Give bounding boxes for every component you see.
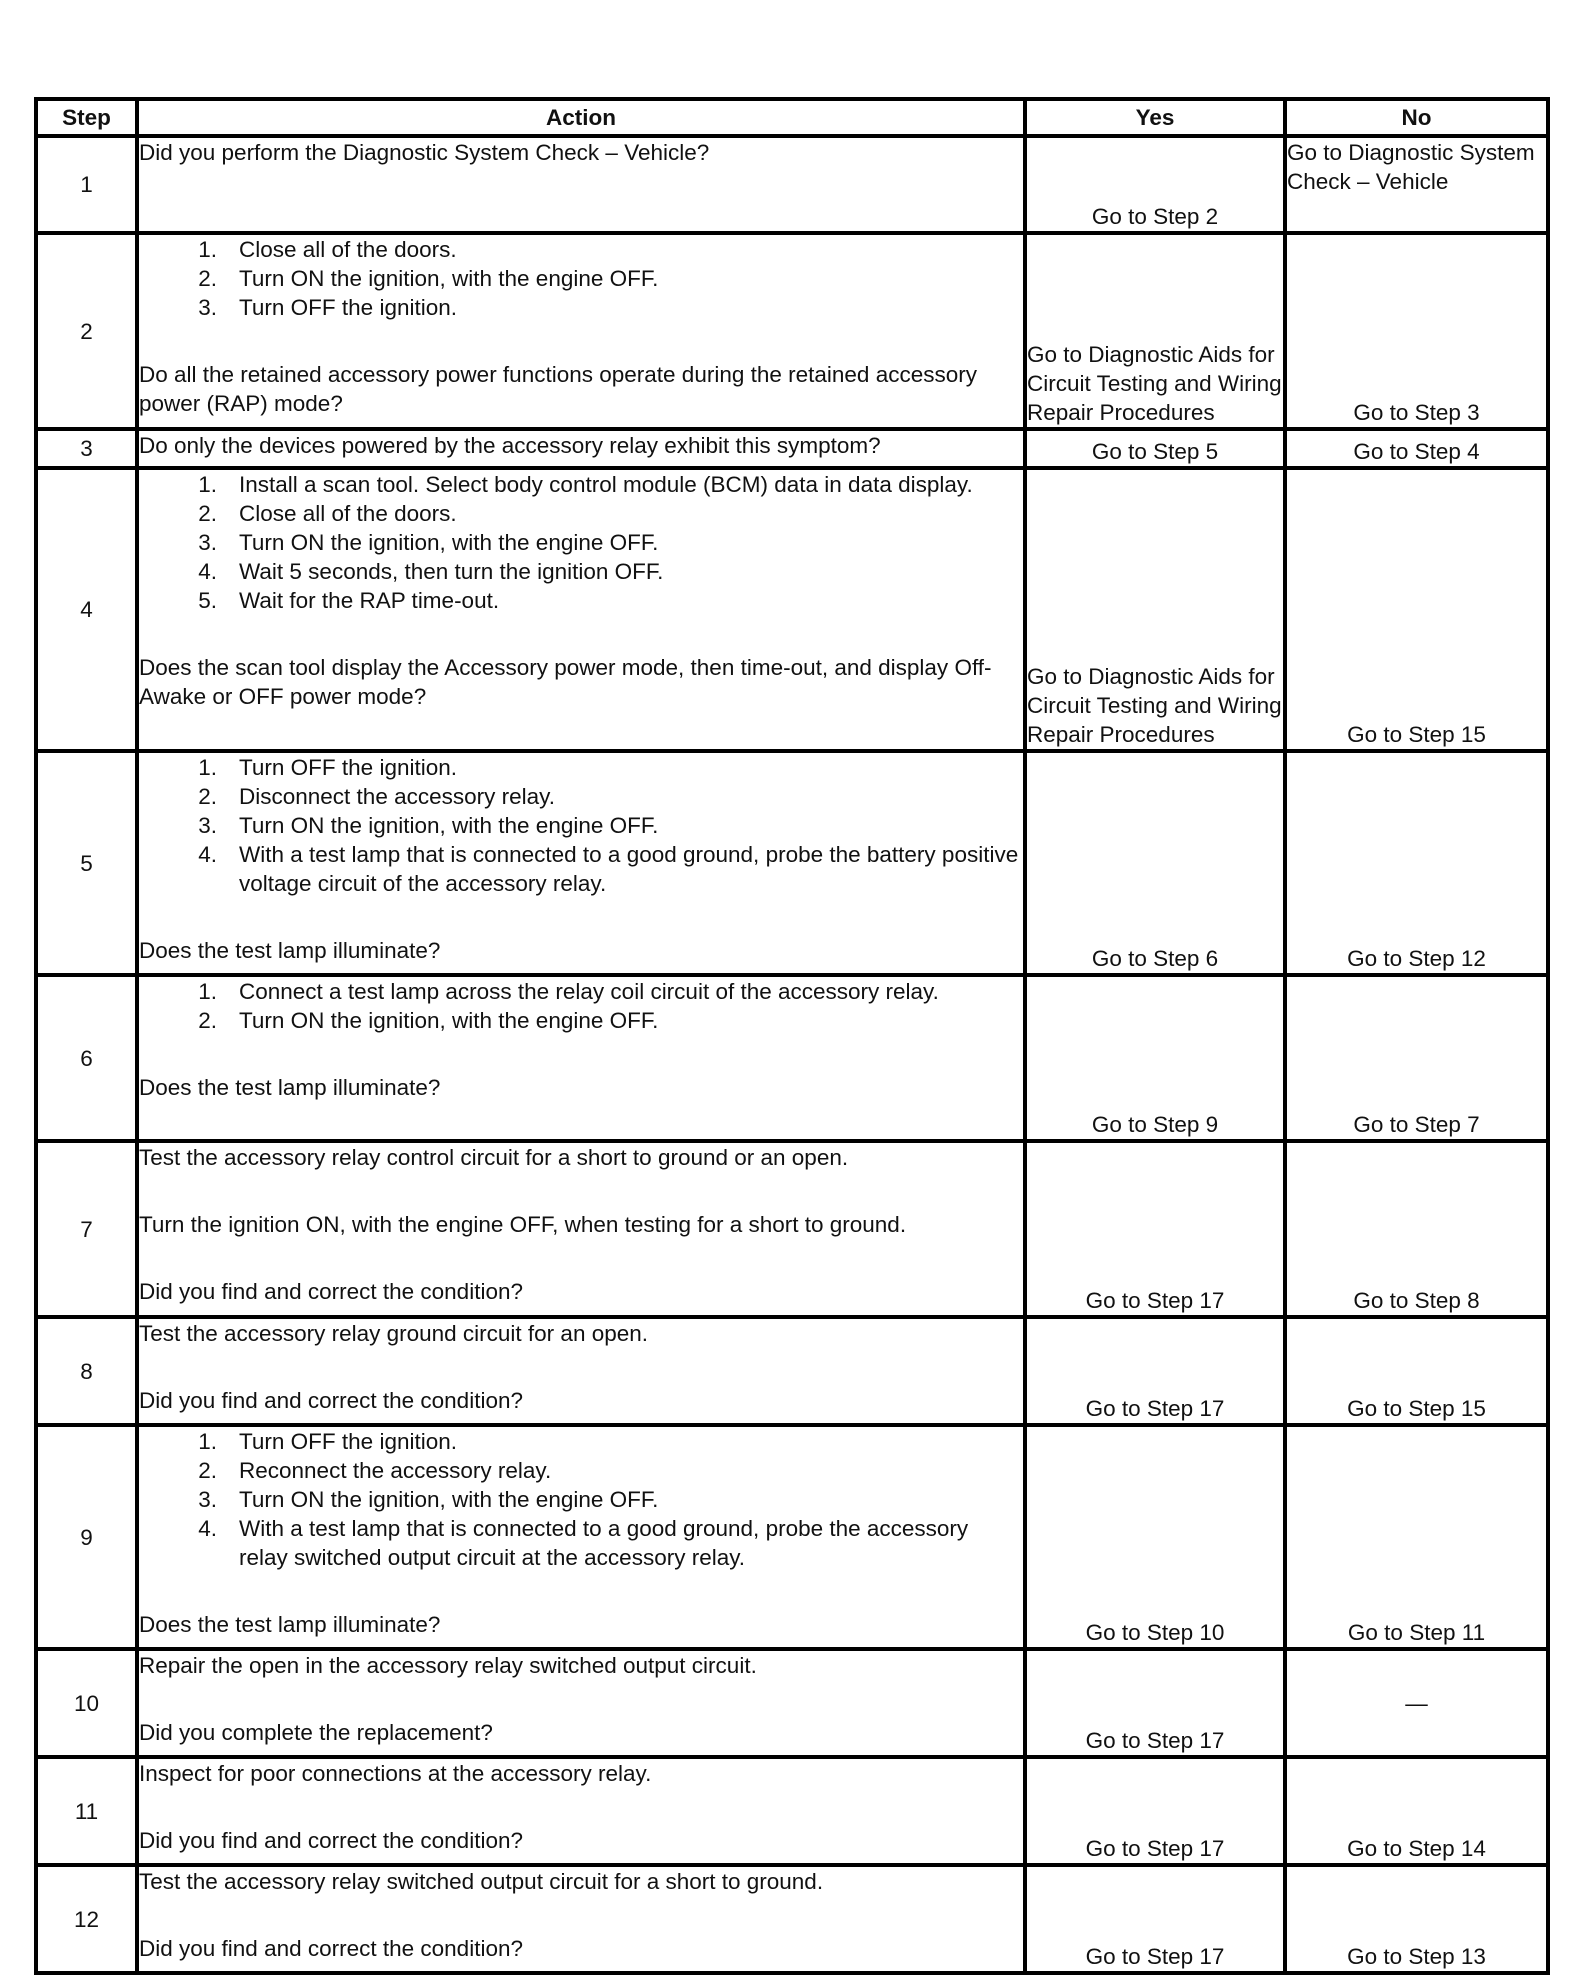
action-step: 3. Turn OFF the ignition. bbox=[198, 295, 458, 320]
no-cell: Go to Step 12 bbox=[1285, 751, 1548, 975]
yes-cell: Go to Diagnostic Aids for Circuit Testing and Wiring Repair Procedures bbox=[1025, 468, 1285, 751]
table-row bbox=[36, 751, 1548, 975]
header-step: Step bbox=[36, 99, 137, 136]
action-step: 4. With a test lamp that is connected to a good ground, probe the accessory relay switched output circuit at the accessory relay. bbox=[198, 1516, 969, 1570]
action-steps bbox=[139, 235, 1023, 322]
table-row bbox=[36, 136, 1548, 233]
action-question: Does the test lamp illuminate? bbox=[139, 938, 441, 963]
action-cell bbox=[137, 429, 1025, 468]
action-question: Did you complete the replacement? bbox=[139, 1720, 493, 1745]
action-question: Do only the devices powered by the accessory relay exhibit this symptom? bbox=[139, 433, 881, 458]
yes-cell: Go to Step 17 bbox=[1025, 1865, 1285, 1973]
action-step: 2. Disconnect the accessory relay. bbox=[198, 784, 555, 809]
header-action: Action bbox=[137, 99, 1025, 136]
action-text: Test the accessory relay switched output circuit for a short to ground. bbox=[139, 1869, 824, 1894]
action-step: 1. Turn OFF the ignition. bbox=[198, 1429, 458, 1454]
no-cell: Go to Step 7 bbox=[1285, 975, 1548, 1141]
action-step: 2. Close all of the doors. bbox=[198, 501, 457, 526]
step-number: 4 bbox=[36, 468, 137, 751]
step-number: 5 bbox=[36, 751, 137, 975]
yes-cell: Go to Step 10 bbox=[1025, 1425, 1285, 1649]
table-row bbox=[36, 1865, 1548, 1973]
step-number: 7 bbox=[36, 1141, 137, 1317]
action-cell bbox=[137, 233, 1025, 429]
action-question: Did you find and correct the condition? bbox=[139, 1279, 523, 1304]
step-number: 6 bbox=[36, 975, 137, 1141]
action-cell bbox=[137, 1649, 1025, 1757]
action-cell bbox=[137, 1425, 1025, 1649]
table-row bbox=[36, 1317, 1548, 1425]
step-number: 2 bbox=[36, 233, 137, 429]
action-steps bbox=[139, 977, 1023, 1035]
table-row bbox=[36, 468, 1548, 751]
step-number: 11 bbox=[36, 1757, 137, 1865]
action-cell bbox=[137, 136, 1025, 233]
no-cell: Go to Step 3 bbox=[1285, 233, 1548, 429]
action-question: Does the test lamp illuminate? bbox=[139, 1075, 441, 1100]
yes-cell: Go to Diagnostic Aids for Circuit Testing and Wiring Repair Procedures bbox=[1025, 233, 1285, 429]
step-number: 3 bbox=[36, 429, 137, 468]
action-question: Does the scan tool display the Accessory power mode, then time-out, and display Off-Awake or OFF power mode? bbox=[139, 655, 992, 709]
no-cell: Go to Step 13 bbox=[1285, 1865, 1548, 1973]
diagnostic-table bbox=[34, 97, 1550, 1975]
action-step: 1. Close all of the doors. bbox=[198, 237, 457, 262]
no-cell: Go to Step 11 bbox=[1285, 1425, 1548, 1649]
action-question: Did you find and correct the condition? bbox=[139, 1828, 523, 1853]
no-cell: — bbox=[1285, 1649, 1548, 1757]
action-text: Test the accessory relay ground circuit for an open. bbox=[139, 1321, 649, 1346]
table-row bbox=[36, 1649, 1548, 1757]
table-row bbox=[36, 233, 1548, 429]
yes-cell: Go to Step 2 bbox=[1025, 136, 1285, 233]
action-cell bbox=[137, 975, 1025, 1141]
no-cell: Go to Step 15 bbox=[1285, 1317, 1548, 1425]
action-question: Did you perform the Diagnostic System Check – Vehicle? bbox=[139, 140, 710, 165]
header-no: No bbox=[1285, 99, 1548, 136]
action-text: Test the accessory relay control circuit for a short to ground or an open. bbox=[139, 1145, 849, 1170]
table-row bbox=[36, 975, 1548, 1141]
action-step: 3. Turn ON the ignition, with the engine OFF. bbox=[198, 813, 659, 838]
no-cell: Go to Step 8 bbox=[1285, 1141, 1548, 1317]
action-question: Did you find and correct the condition? bbox=[139, 1936, 523, 1961]
no-cell: Go to Step 4 bbox=[1285, 429, 1548, 468]
action-cell bbox=[137, 1865, 1025, 1973]
action-cell bbox=[137, 1757, 1025, 1865]
step-number: 9 bbox=[36, 1425, 137, 1649]
table-row bbox=[36, 1141, 1548, 1317]
action-question: Did you find and correct the condition? bbox=[139, 1388, 523, 1413]
step-number: 8 bbox=[36, 1317, 137, 1425]
table-row bbox=[36, 429, 1548, 468]
yes-cell: Go to Step 6 bbox=[1025, 751, 1285, 975]
no-cell: Go to Step 15 bbox=[1285, 468, 1548, 751]
table-row bbox=[36, 1757, 1548, 1865]
action-step: 3. Turn ON the ignition, with the engine OFF. bbox=[198, 530, 659, 555]
yes-cell: Go to Step 9 bbox=[1025, 975, 1285, 1141]
action-step: 2. Turn ON the ignition, with the engine OFF. bbox=[198, 266, 659, 291]
yes-cell: Go to Step 17 bbox=[1025, 1649, 1285, 1757]
yes-cell: Go to Step 5 bbox=[1025, 429, 1285, 468]
action-cell bbox=[137, 751, 1025, 975]
header-yes: Yes bbox=[1025, 99, 1285, 136]
action-step: 1. Turn OFF the ignition. bbox=[198, 755, 458, 780]
action-steps bbox=[139, 753, 1023, 898]
action-text: Inspect for poor connections at the accessory relay. bbox=[139, 1761, 652, 1786]
action-cell bbox=[137, 1141, 1025, 1317]
action-step: 5. Wait for the RAP time-out. bbox=[198, 588, 500, 613]
action-step: 4. With a test lamp that is connected to a good ground, probe the battery positive voltage circuit of the accessory relay. bbox=[198, 842, 1019, 896]
step-number: 10 bbox=[36, 1649, 137, 1757]
no-cell: Go to Diagnostic System Check – Vehicle bbox=[1285, 136, 1548, 233]
action-step: 2. Reconnect the accessory relay. bbox=[198, 1458, 552, 1483]
action-steps bbox=[139, 1427, 1023, 1572]
action-step: 2. Turn ON the ignition, with the engine OFF. bbox=[198, 1008, 659, 1033]
no-cell: Go to Step 14 bbox=[1285, 1757, 1548, 1865]
action-question: Do all the retained accessory power functions operate during the retained accessory power (RAP) mode? bbox=[139, 362, 977, 416]
yes-cell: Go to Step 17 bbox=[1025, 1757, 1285, 1865]
action-cell bbox=[137, 468, 1025, 751]
action-text: Turn the ignition ON, with the engine OFF, when testing for a short to ground. bbox=[139, 1212, 907, 1237]
action-step: 1. Install a scan tool. Select body control module (BCM) data in data display. bbox=[198, 472, 973, 497]
table-row bbox=[36, 1425, 1548, 1649]
header-row bbox=[36, 99, 1548, 136]
yes-cell: Go to Step 17 bbox=[1025, 1141, 1285, 1317]
step-number: 12 bbox=[36, 1865, 137, 1973]
action-cell bbox=[137, 1317, 1025, 1425]
step-number: 1 bbox=[36, 136, 137, 233]
action-step: 4. Wait 5 seconds, then turn the ignition OFF. bbox=[198, 559, 664, 584]
action-question: Does the test lamp illuminate? bbox=[139, 1612, 441, 1637]
yes-cell: Go to Step 17 bbox=[1025, 1317, 1285, 1425]
action-steps bbox=[139, 470, 1023, 615]
action-step: 3. Turn ON the ignition, with the engine OFF. bbox=[198, 1487, 659, 1512]
action-text: Repair the open in the accessory relay switched output circuit. bbox=[139, 1653, 757, 1678]
action-step: 1. Connect a test lamp across the relay coil circuit of the accessory relay. bbox=[198, 979, 939, 1004]
